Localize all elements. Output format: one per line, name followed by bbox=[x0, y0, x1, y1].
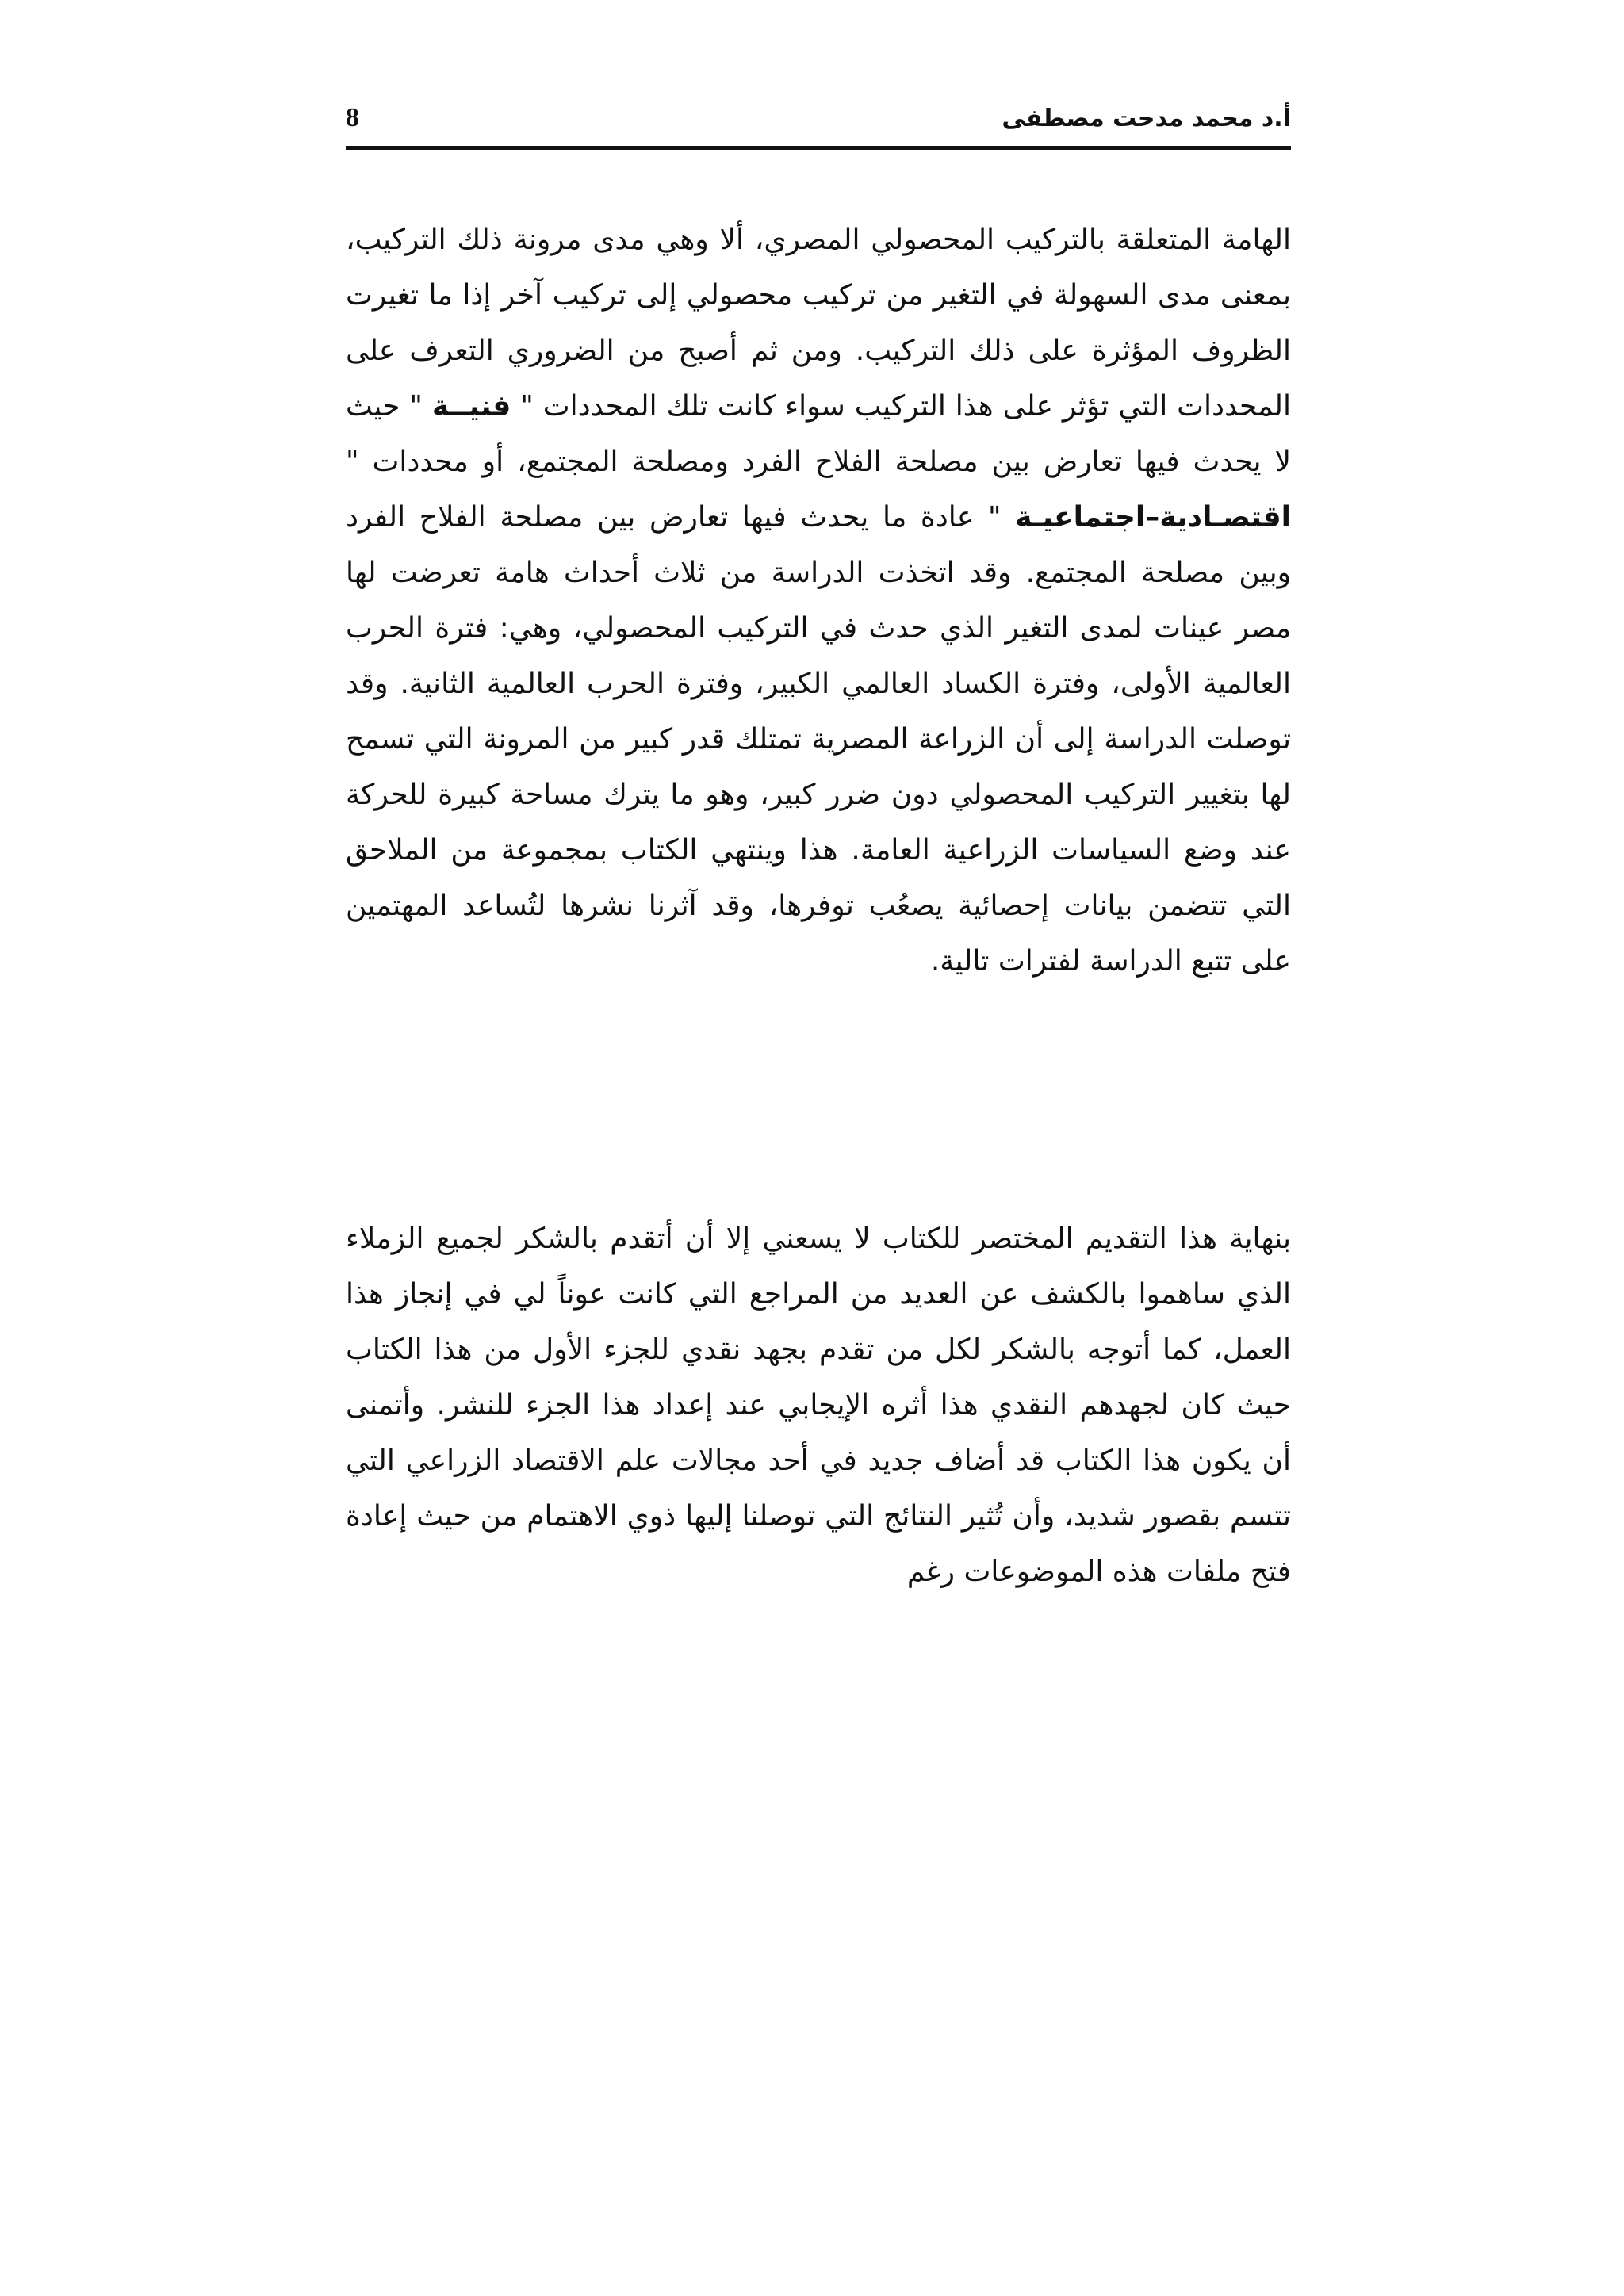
body-paragraph-2 bbox=[346, 1211, 1291, 1600]
paragraph-1-segment-1: الهامة المتعلقة بالتركيب المحصولي المصري، ألا وهي مدى مرونة ذلك التركيب، بمعنى مدى السهولة في التغير من تركيب محصولي إلى تركيب آخر إذا ما تغيرت الظروف المؤثرة على ذلك التركيب. ومن ثم أصبح من الضروري التعرف على المحددات التي تؤثر على هذا التركيب سواء كانت تلك المحددات " bbox=[346, 224, 1291, 423]
paragraph-2-text: بنهاية هذا التقديم المختصر للكتاب لا يسعني إلا أن أتقدم بالشكر لجميع الزملاء الذي ساهموا بالكشف عن العديد من المراجع التي كانت عوناً لي في إنجاز هذا العمل، كما أتوجه بالشكر لكل من تقدم بجهد نقدي للجزء الأول من هذا الكتاب حيث كان لجهدهم النقدي هذا أثره الإيجابي عند إعداد هذا الجزء للنشر. وأتمنى أن يكون هذا الكتاب قد أضاف جديد في أحد مجالات علم الاقتصاد الزراعي التي تتسم بقصور شديد، وأن تُثير النتائج التي توصلنا إليها ذوي الاهتمام من حيث إعادة فتح ملفات هذه الموضوعات رغم bbox=[346, 1223, 1291, 1588]
page-number: 8 bbox=[346, 103, 359, 132]
paragraph-1-segment-2: " حيث لا يحدث فيها تعارض بين مصلحة الفلاح الفرد ومصلحة المجتمع، أو محددات " bbox=[346, 390, 1291, 478]
body-paragraph-1 bbox=[346, 212, 1291, 989]
keyword-socioeconomic: اقتصـادية–اجتماعيـة bbox=[1015, 501, 1291, 534]
paragraph-1-segment-3: " عادة ما يحدث فيها تعارض بين مصلحة الفلاح الفرد وبين مصلحة المجتمع. وقد اتخذت الدراسة من ثلاث أحداث هامة تعرضت لها مصر عينات لمدى التغير الذي حدث في التركيب المحصولي، وهي: فترة الحرب العالمية الأولى، وفترة الكساد العالمي الكبير، وفترة الحرب العالمية الثانية. وقد توصلت الدراسة إلى أن الزراعة المصرية تمتلك قدر كبير من المرونة التي تسمح لها بتغيير التركيب المحصولي دون ضرر كبير، وهو ما يترك مساحة كبيرة للحركة عند وضع السياسات الزراعية العامة. هذا وينتهي الكتاب بمجموعة من الملاحق التي تتضمن بيانات إحصائية يصعُب توفرها، وقد آثرنا نشرها لتُساعد المهتمين على تتبع الدراسة لفترات تالية. bbox=[346, 501, 1291, 978]
author-running-head: أ.د محمد مدحت مصطفى bbox=[1002, 105, 1291, 132]
page-header bbox=[346, 103, 1291, 151]
header-divider bbox=[346, 146, 1291, 150]
keyword-technical: فنيــة bbox=[431, 390, 511, 423]
paragraph-1-text bbox=[346, 212, 1291, 989]
